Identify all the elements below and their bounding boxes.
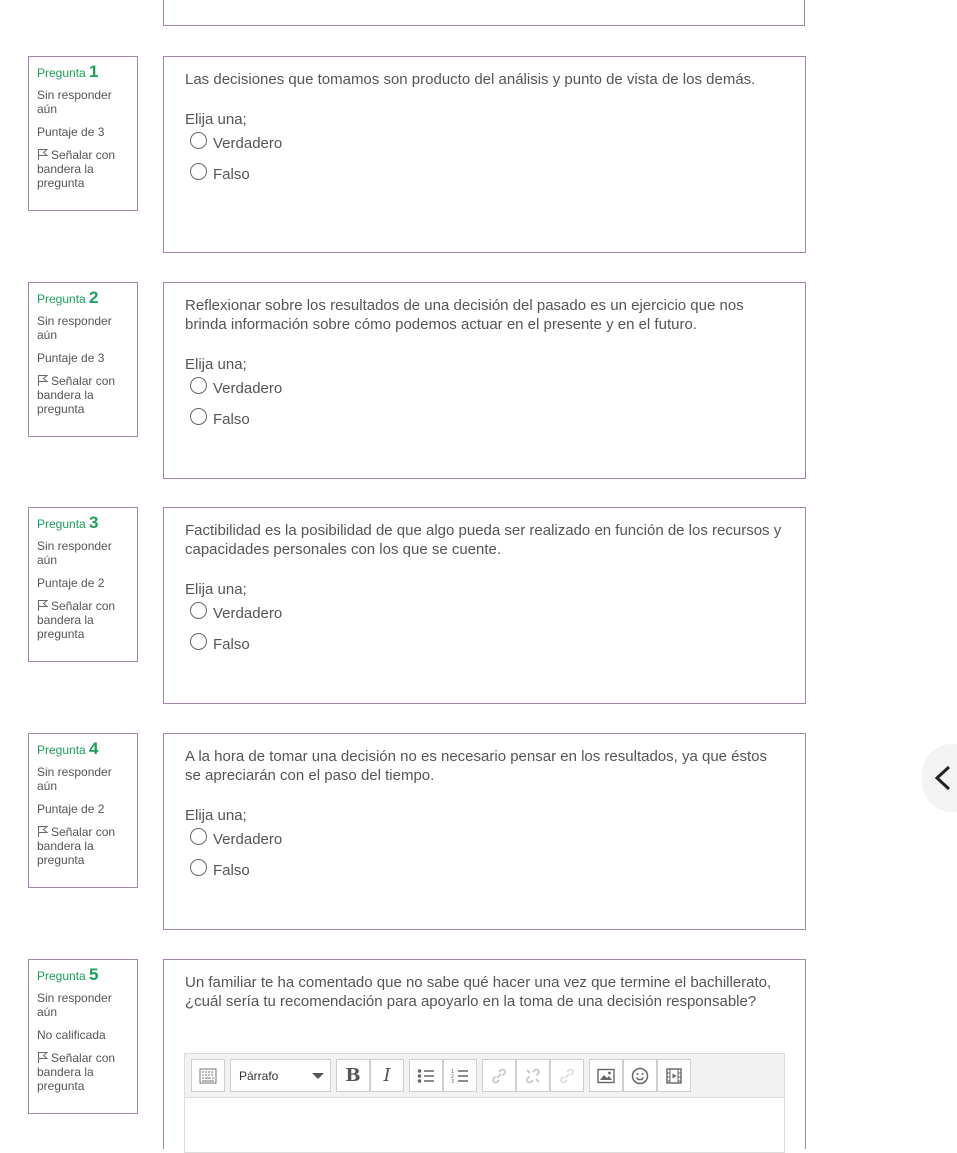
question-info <box>28 507 138 662</box>
radio-button[interactable] <box>190 132 207 149</box>
question-number: 1 <box>89 62 99 81</box>
radio-button[interactable] <box>190 633 207 650</box>
question-number: 4 <box>89 739 99 758</box>
question-text: A la hora de tomar una decisión no es necesario pensar en los resultados, ya que éstos se apreciarán con el paso del tiempo. <box>185 748 768 784</box>
flag-question-label: Señalar con bandera la pregunta <box>37 1051 116 1093</box>
option-label: Falso <box>213 411 250 428</box>
option-label: Verdadero <box>213 380 283 397</box>
flag-icon <box>37 148 48 160</box>
svg-text:2: 2 <box>451 1073 455 1080</box>
svg-text:3: 3 <box>451 1078 455 1084</box>
format-select-value: Párrafo <box>239 1068 279 1083</box>
question-state: Sin responder aún <box>37 765 112 793</box>
question-number: 2 <box>89 288 99 307</box>
flag-question-label: Señalar con bandera la pregunta <box>37 599 116 641</box>
chevron-left-icon <box>933 765 953 791</box>
flag-icon <box>37 599 48 611</box>
radio-button[interactable] <box>190 828 207 845</box>
question-grade: No calificada <box>37 1028 106 1042</box>
question-state: Sin responder aún <box>37 991 112 1019</box>
option-falso[interactable] <box>185 159 785 190</box>
previous-question-box-end <box>163 0 805 26</box>
radio-button[interactable] <box>190 859 207 876</box>
option-verdadero[interactable] <box>185 128 785 159</box>
question-label: Pregunta <box>37 292 86 306</box>
flag-question-link[interactable] <box>37 1051 129 1093</box>
question-number: 3 <box>89 513 99 532</box>
paragraph-format-select[interactable] <box>230 1059 331 1092</box>
question-content <box>163 507 806 704</box>
question-number: 5 <box>89 965 99 984</box>
option-falso[interactable] <box>185 404 785 435</box>
question-content <box>163 733 806 930</box>
caret-down-icon <box>312 1072 324 1080</box>
question-content <box>163 282 806 479</box>
option-label: Verdadero <box>213 831 283 848</box>
insert-emoticon-button[interactable] <box>623 1059 657 1092</box>
rich-text-editor <box>184 1053 785 1153</box>
unlink-icon <box>524 1067 542 1085</box>
question-content <box>163 56 806 253</box>
radio-button[interactable] <box>190 377 207 394</box>
question-info <box>28 959 138 1114</box>
drawer-toggle-button[interactable] <box>922 744 957 812</box>
radio-button[interactable] <box>190 408 207 425</box>
flag-question-label: Señalar con bandera la pregunta <box>37 148 116 190</box>
option-label: Falso <box>213 636 250 653</box>
italic-button[interactable]: I <box>370 1059 404 1092</box>
answer-prompt: Elija una; <box>185 581 247 598</box>
question-label: Pregunta <box>37 969 86 983</box>
question-info <box>28 282 138 437</box>
image-icon <box>597 1068 615 1084</box>
radio-button[interactable] <box>190 163 207 180</box>
question-grade: Puntaje de 3 <box>37 351 105 365</box>
question-label: Pregunta <box>37 743 86 757</box>
question-text: Las decisiones que tomamos son producto del análisis y punto de vista de los demás. <box>185 71 756 88</box>
chain-icon <box>558 1067 576 1085</box>
link-button[interactable] <box>482 1059 516 1092</box>
option-label: Falso <box>213 862 250 879</box>
answer-prompt: Elija una; <box>185 807 247 824</box>
numbered-list-icon <box>451 1068 469 1084</box>
toolbar-toggle-button[interactable] <box>191 1059 225 1092</box>
flag-question-label: Señalar con bandera la pregunta <box>37 374 116 416</box>
option-falso[interactable] <box>185 855 785 886</box>
flag-question-link[interactable] <box>37 825 129 867</box>
option-falso[interactable] <box>185 629 785 660</box>
svg-text:1: 1 <box>451 1068 455 1075</box>
ordered-list-button[interactable] <box>443 1059 477 1092</box>
anchor-button[interactable] <box>550 1059 584 1092</box>
editor-toolbar <box>185 1054 784 1098</box>
answer-prompt: Elija una; <box>185 111 247 128</box>
film-icon <box>665 1067 683 1085</box>
insert-image-button[interactable] <box>589 1059 623 1092</box>
question-text: Un familiar te ha comentado que no sabe qué hacer una vez que termine el bachillerato, ¿cuál sería tu recomendación para apoyarlo en la toma de una decisión responsable? <box>185 974 772 1010</box>
question-state: Sin responder aún <box>37 539 112 567</box>
flag-question-link[interactable] <box>37 374 129 416</box>
radio-button[interactable] <box>190 602 207 619</box>
question-text: Factibilidad es la posibilidad de que algo pueda ser realizado en función de los recursos y capacidades personales con los que se cuente. <box>185 522 782 558</box>
option-verdadero[interactable] <box>185 598 785 629</box>
unlink-button[interactable] <box>516 1059 550 1092</box>
bullet-list-icon <box>417 1068 435 1084</box>
insert-media-button[interactable] <box>657 1059 691 1092</box>
question-content <box>163 959 806 1149</box>
option-label: Falso <box>213 166 250 183</box>
unordered-list-button[interactable] <box>409 1059 443 1092</box>
option-verdadero[interactable] <box>185 373 785 404</box>
flag-question-link[interactable] <box>37 599 129 641</box>
link-icon <box>490 1067 508 1085</box>
option-label: Verdadero <box>213 605 283 622</box>
question-text: Reflexionar sobre los resultados de una decisión del pasado es un ejercicio que nos brinda información sobre cómo podemos actuar en el presente y en el futuro. <box>185 297 744 333</box>
flag-icon <box>37 825 48 837</box>
option-label: Verdadero <box>213 135 283 152</box>
question-info <box>28 733 138 888</box>
smiley-icon <box>631 1067 649 1085</box>
flag-question-label: Señalar con bandera la pregunta <box>37 825 116 867</box>
question-label: Pregunta <box>37 66 86 80</box>
question-label: Pregunta <box>37 517 86 531</box>
question-grade: Puntaje de 3 <box>37 125 105 139</box>
flag-question-link[interactable] <box>37 148 129 190</box>
flag-icon <box>37 1051 48 1063</box>
question-state: Sin responder aún <box>37 88 112 116</box>
answer-prompt: Elija una; <box>185 356 247 373</box>
keyboard-icon <box>199 1067 217 1085</box>
question-state: Sin responder aún <box>37 314 112 342</box>
question-grade: Puntaje de 2 <box>37 576 105 590</box>
question-info <box>28 56 138 211</box>
question-grade: Puntaje de 2 <box>37 802 105 816</box>
bold-button[interactable]: B <box>336 1059 370 1092</box>
flag-icon <box>37 374 48 386</box>
option-verdadero[interactable] <box>185 824 785 855</box>
